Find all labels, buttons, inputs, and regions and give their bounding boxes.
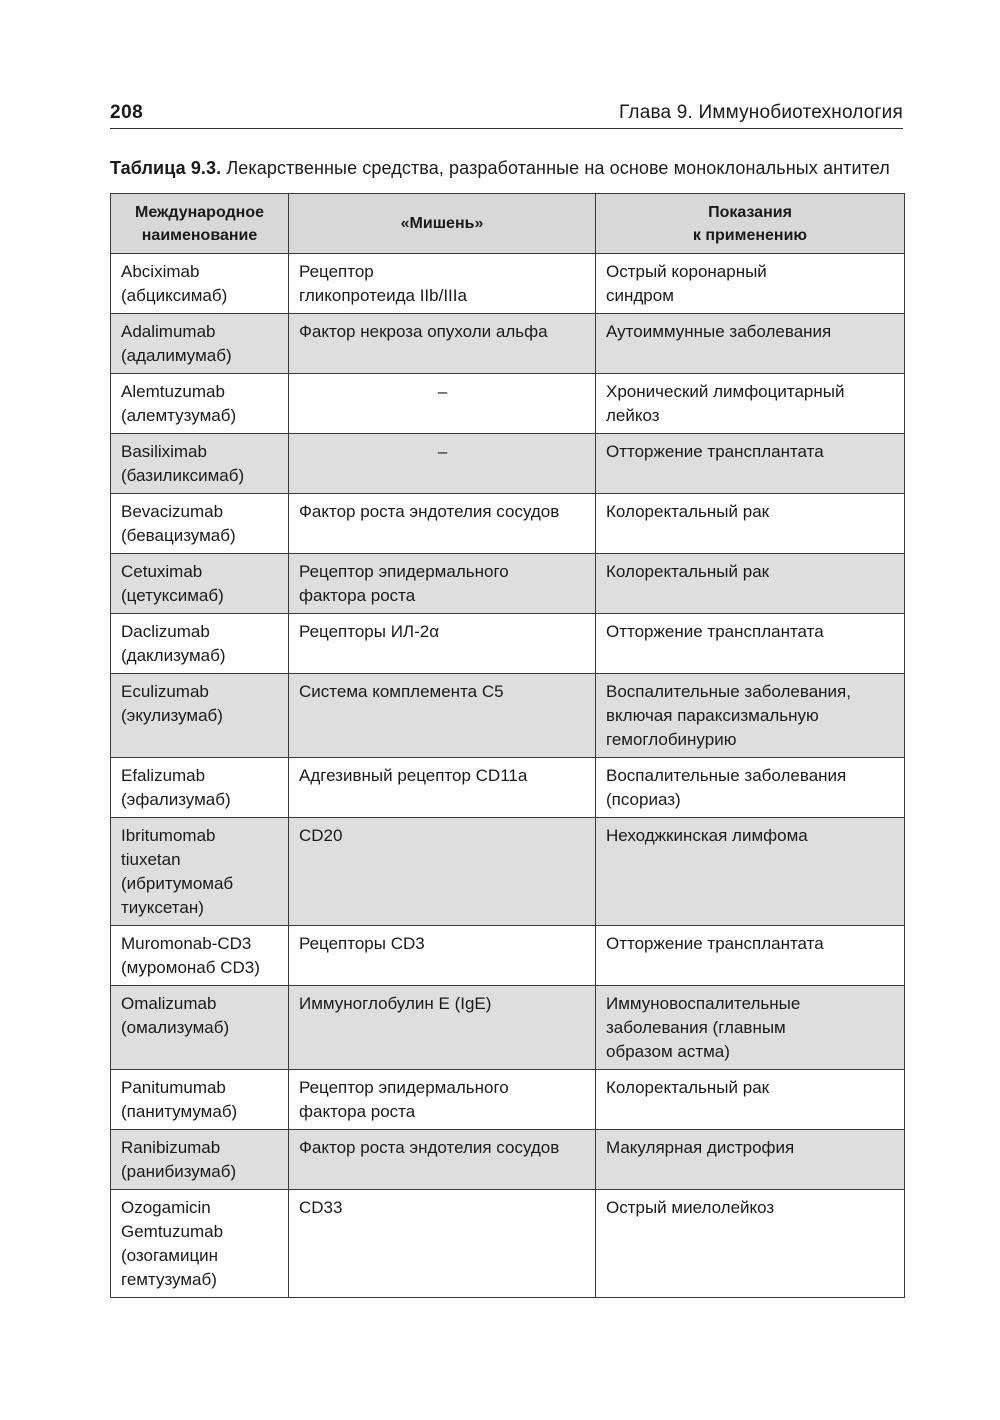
cell-text-line: Ozogamicin (121, 1198, 211, 1217)
cell-text-line: (адалимумаб) (121, 346, 232, 365)
cell-indication (596, 1130, 905, 1190)
table-row (111, 1070, 905, 1130)
cell-text-line: Daclizumab (121, 622, 210, 641)
table-row (111, 1130, 905, 1190)
cell-target (289, 374, 596, 434)
cell-target (289, 674, 596, 758)
cell-text-line: – (437, 382, 448, 401)
cell-text-line: Отторжение трансплантата (606, 622, 824, 641)
cell-drug-name (111, 434, 289, 494)
table-row (111, 818, 905, 926)
cell-indication (596, 818, 905, 926)
cell-indication (596, 434, 905, 494)
cell-text-line: включая параксизмальную (606, 706, 819, 725)
cell-target (289, 314, 596, 374)
cell-text-line: гемтузумаб) (121, 1270, 217, 1289)
cell-text-line: (панитумумаб) (121, 1102, 238, 1121)
table-row (111, 926, 905, 986)
cell-text-line: Bevacizumab (121, 502, 224, 521)
cell-text-line: Острый коронарный (606, 262, 767, 281)
cell-indication (596, 374, 905, 434)
cell-indication (596, 614, 905, 674)
cell-text-line: Фактор некроза опухоли альфа (299, 322, 548, 341)
cell-text-line: (омализумаб) (121, 1018, 230, 1037)
table-row (111, 374, 905, 434)
cell-text-line: тиуксетан) (121, 898, 204, 917)
header-text-line: «Мишень» (400, 215, 484, 232)
page-header (110, 100, 903, 129)
cell-text-line: (базиликсимаб) (121, 466, 245, 485)
cell-target (289, 494, 596, 554)
cell-text-line: лейкоз (606, 406, 660, 425)
cell-text-line: Рецепторы CD3 (299, 934, 425, 953)
cell-text-line: Omalizumab (121, 994, 217, 1013)
cell-text-line: (эфализумаб) (121, 790, 231, 809)
cell-text-line: гликопротеида IIb/IIIa (299, 286, 467, 305)
cell-drug-name (111, 374, 289, 434)
cell-drug-name (111, 614, 289, 674)
table-row (111, 254, 905, 314)
cell-text-line: Макулярная дистрофия (606, 1138, 795, 1157)
cell-text-line: (экулизумаб) (121, 706, 223, 725)
table-row (111, 758, 905, 818)
cell-text-line: Иммуновоспалительные (606, 994, 801, 1013)
cell-text-line: (цетуксимаб) (121, 586, 224, 605)
cell-text-line: гемоглобинурию (606, 730, 737, 749)
cell-indication (596, 986, 905, 1070)
cell-text-line: Фактор роста эндотелия сосудов (299, 502, 560, 521)
cell-text-line: (алемтузумаб) (121, 406, 237, 425)
table-row (111, 1190, 905, 1298)
cell-indication (596, 254, 905, 314)
cell-text-line: Фактор роста эндотелия сосудов (299, 1138, 560, 1157)
cell-text-line: Отторжение трансплантата (606, 442, 824, 461)
cell-text-line: CD33 (299, 1198, 343, 1217)
cell-text-line: Eculizumab (121, 682, 209, 701)
cell-drug-name (111, 674, 289, 758)
cell-text-line: Аутоиммунные заболевания (606, 322, 832, 341)
cell-text-line: Отторжение трансплантата (606, 934, 824, 953)
cell-indication (596, 314, 905, 374)
table-body (111, 254, 905, 1298)
cell-target (289, 254, 596, 314)
cell-drug-name (111, 554, 289, 614)
cell-text-line: Рецептор эпидермального (299, 1078, 509, 1097)
cell-indication (596, 554, 905, 614)
cell-text-line: Alemtuzumab (121, 382, 225, 401)
cell-text-line: Abciximab (121, 262, 200, 281)
cell-drug-name (111, 254, 289, 314)
cell-text-line: – (437, 442, 448, 461)
cell-target (289, 926, 596, 986)
running-head: Глава 9. Иммунобиотехнология (618, 102, 903, 123)
cell-text-line: образом астма) (606, 1042, 730, 1061)
header-text-line: Международное (135, 203, 264, 221)
cell-text-line: Колоректальный рак (606, 1078, 770, 1097)
cell-target (289, 1070, 596, 1130)
cell-text-line: заболевания (главным (606, 1018, 786, 1037)
cell-indication (596, 926, 905, 986)
cell-text-line: (абциксимаб) (121, 286, 228, 305)
cell-text-line: Воспалительные заболевания, (606, 682, 851, 701)
table-row (111, 554, 905, 614)
column-header-target (289, 194, 596, 254)
cell-target (289, 434, 596, 494)
header-text-line: к применению (692, 226, 808, 244)
table-caption-text: Лекарственные средства, разработанные на основе моноклональных антител (221, 158, 890, 178)
cell-text-line: Адгезивный рецептор CD11a (299, 766, 528, 785)
cell-text-line: (псориаз) (606, 790, 681, 809)
cell-text-line: Неходжкинская лимфома (606, 826, 808, 845)
cell-text-line: фактора роста (299, 1102, 416, 1121)
cell-text-line: Рецептор эпидермального (299, 562, 509, 581)
cell-text-line: Хронический лимфоцитарный (606, 382, 845, 401)
cell-text-line: Воспалительные заболевания (606, 766, 847, 785)
cell-text-line: (даклизумаб) (121, 646, 226, 665)
cell-drug-name (111, 818, 289, 926)
cell-text-line: (озогамицин (121, 1246, 219, 1265)
cell-text-line: Cetuximab (121, 562, 203, 581)
cell-target (289, 1130, 596, 1190)
table-row (111, 614, 905, 674)
table-row (111, 434, 905, 494)
cell-text-line: Колоректальный рак (606, 562, 770, 581)
header-text-line: наименование (141, 226, 258, 244)
column-header-indication (596, 194, 905, 254)
column-header-name (111, 194, 289, 254)
cell-target (289, 614, 596, 674)
cell-drug-name (111, 1130, 289, 1190)
drug-table (110, 193, 905, 1298)
cell-drug-name (111, 1190, 289, 1298)
cell-text-line: Иммуноглобулин Е (IgE) (299, 994, 492, 1013)
cell-indication (596, 494, 905, 554)
cell-drug-name (111, 926, 289, 986)
cell-text-line: Ranibizumab (121, 1138, 221, 1157)
cell-text-line: (муромонаб CD3) (121, 958, 260, 977)
cell-indication (596, 1070, 905, 1130)
cell-text-line: Panitumumab (121, 1078, 226, 1097)
cell-text-line: Система комплемента С5 (299, 682, 504, 701)
cell-text-line: Ibritumomab (121, 826, 216, 845)
cell-text-line: фактора роста (299, 586, 416, 605)
table-row (111, 494, 905, 554)
cell-text-line: (ранибизумаб) (121, 1162, 237, 1181)
table-header-row (111, 194, 905, 254)
cell-target (289, 818, 596, 926)
cell-target (289, 758, 596, 818)
cell-text-line: Gemtuzumab (121, 1222, 224, 1241)
cell-text-line: Острый миелолейкоз (606, 1198, 775, 1217)
table-caption (110, 158, 910, 179)
cell-indication (596, 674, 905, 758)
cell-text-line: Рецептор (299, 262, 374, 281)
header-text-line: Показания (708, 203, 792, 221)
cell-text-line: Efalizumab (121, 766, 206, 785)
cell-text-line: синдром (606, 286, 674, 305)
cell-text-line: Adalimumab (121, 322, 216, 341)
cell-text-line: (бевацизумаб) (121, 526, 236, 545)
cell-text-line: Рецепторы ИЛ-2α (299, 622, 440, 641)
page-number: 208 (110, 102, 144, 123)
cell-text-line: Muromonab-CD3 (121, 934, 252, 953)
cell-target (289, 986, 596, 1070)
cell-drug-name (111, 494, 289, 554)
cell-drug-name (111, 758, 289, 818)
table-row (111, 674, 905, 758)
cell-drug-name (111, 986, 289, 1070)
cell-text-line: (ибритумомаб (121, 874, 234, 893)
cell-indication (596, 758, 905, 818)
table-row (111, 314, 905, 374)
cell-text-line: CD20 (299, 826, 343, 845)
table-caption-label: Таблица 9.3. (110, 158, 222, 178)
cell-indication (596, 1190, 905, 1298)
cell-drug-name (111, 314, 289, 374)
cell-text-line: Basiliximab (121, 442, 207, 461)
cell-target (289, 1190, 596, 1298)
cell-text-line: Колоректальный рак (606, 502, 770, 521)
cell-text-line: tiuxetan (121, 850, 181, 869)
cell-target (289, 554, 596, 614)
cell-drug-name (111, 1070, 289, 1130)
table-row (111, 986, 905, 1070)
